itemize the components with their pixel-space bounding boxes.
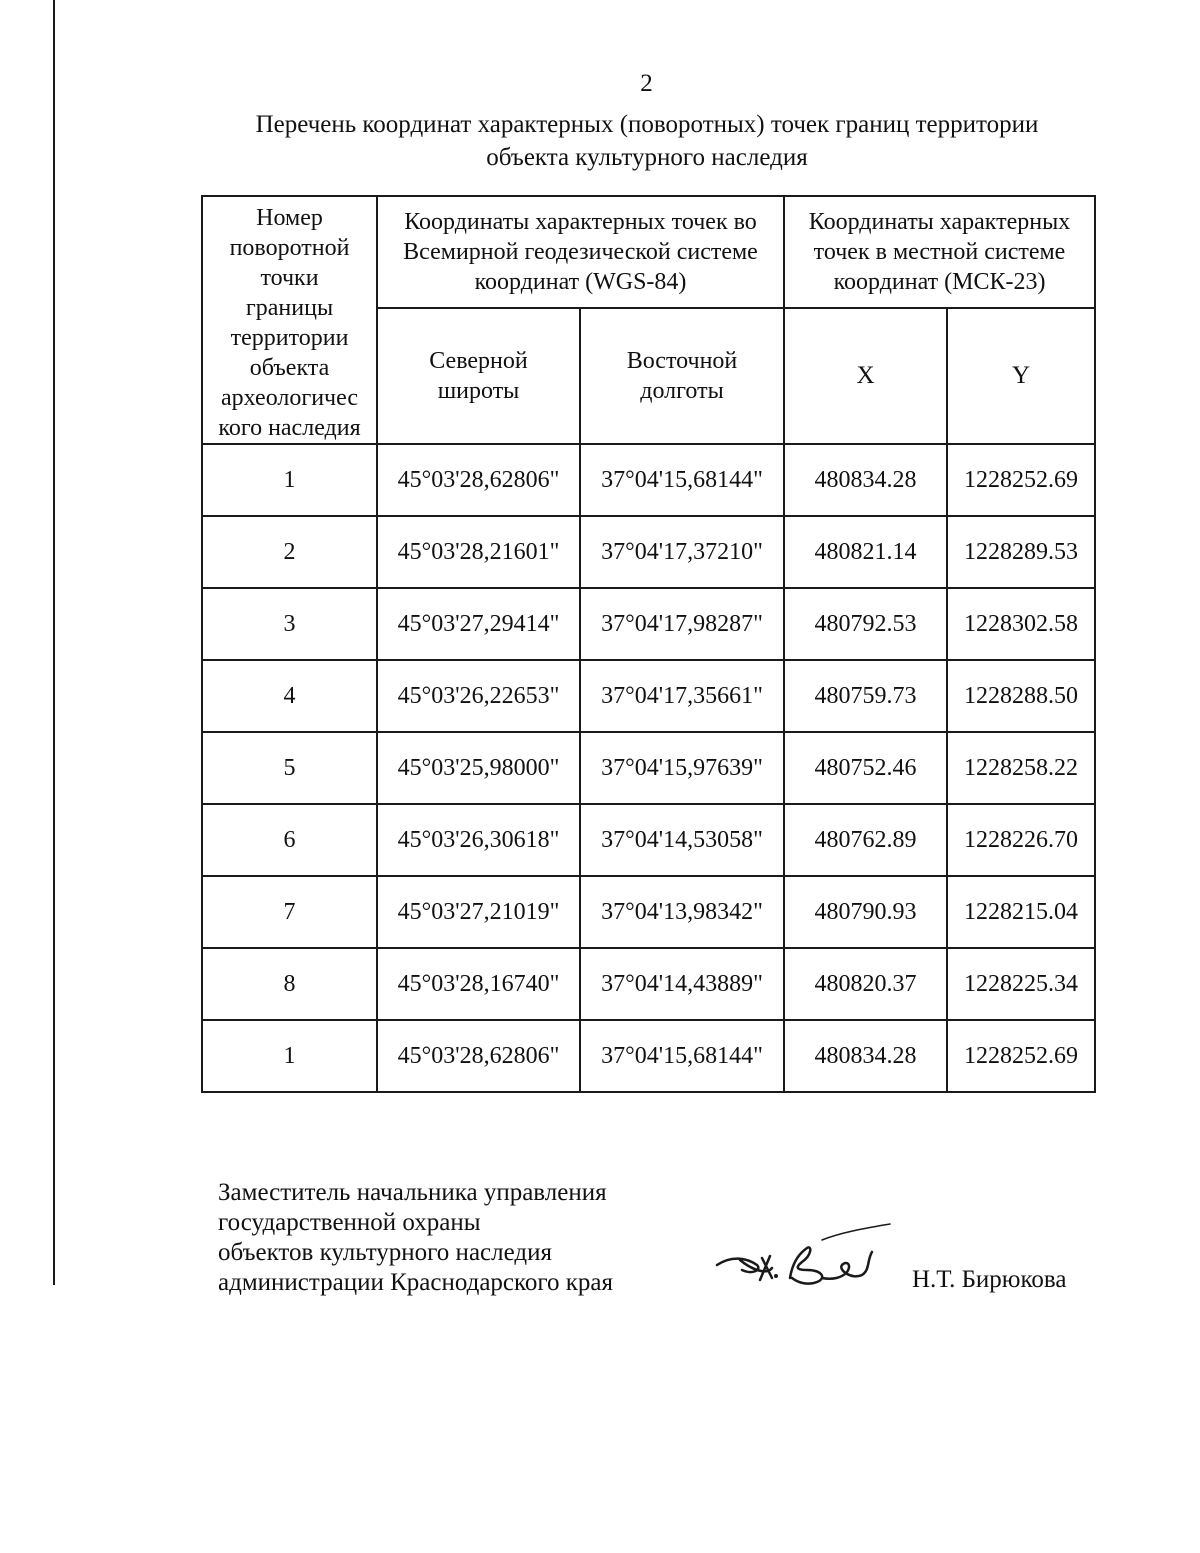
header-line: объекта <box>249 355 330 381</box>
x-cell: 480762.89 <box>784 804 947 876</box>
header-line: территории <box>230 325 349 351</box>
north-latitude-header <box>377 308 580 444</box>
position-line: объектов культурного наследия <box>218 1239 552 1266</box>
header-line: Номер <box>256 205 323 231</box>
x-cell: 480790.93 <box>784 876 947 948</box>
x-header: X <box>784 308 947 444</box>
x-cell: 480759.73 <box>784 660 947 732</box>
longitude-cell: 37°04'14,53058" <box>580 804 784 876</box>
document-title-line: объекта культурного наследия <box>486 144 808 171</box>
header-line: границы <box>245 295 334 321</box>
longitude-cell: 37°04'15,68144" <box>580 444 784 516</box>
table-header-row <box>202 196 1095 308</box>
x-cell: 480752.46 <box>784 732 947 804</box>
latitude-cell: 45°03'25,98000" <box>377 732 580 804</box>
wgs84-group-header <box>377 196 784 308</box>
table-row <box>202 516 1095 588</box>
document-title-line: Перечень координат характерных (поворотных) точек границ территории <box>255 111 1039 138</box>
handwritten-signature <box>712 1220 897 1295</box>
x-cell: 480792.53 <box>784 588 947 660</box>
longitude-cell: 37°04'15,68144" <box>580 1020 784 1092</box>
table-body <box>202 444 1095 1092</box>
header-line: археологичес <box>220 385 359 411</box>
header-line: поворотной <box>229 235 350 261</box>
coordinates-table <box>201 195 1096 1093</box>
y-cell: 1228288.50 <box>947 660 1095 732</box>
east-longitude-header <box>580 308 784 444</box>
point-number-header <box>202 196 377 444</box>
longitude-cell: 37°04'17,98287" <box>580 588 784 660</box>
point-number-cell: 5 <box>202 732 377 804</box>
header-line: координат (МСК-23) <box>833 268 1046 295</box>
point-number-cell: 4 <box>202 660 377 732</box>
header-line: широты <box>437 377 520 404</box>
point-number-cell: 7 <box>202 876 377 948</box>
position-line: государственной охраны <box>218 1209 481 1236</box>
signatory-position <box>218 1178 613 1298</box>
y-header: Y <box>947 308 1095 444</box>
header-line: точки <box>260 265 319 291</box>
header-line: долготы <box>640 377 724 404</box>
table-row <box>202 804 1095 876</box>
x-cell: 480834.28 <box>784 1020 947 1092</box>
table-row <box>202 588 1095 660</box>
y-cell: 1228226.70 <box>947 804 1095 876</box>
latitude-cell: 45°03'28,16740" <box>377 948 580 1020</box>
y-cell: 1228252.69 <box>947 444 1095 516</box>
latitude-cell: 45°03'28,62806" <box>377 444 580 516</box>
point-number-cell: 2 <box>202 516 377 588</box>
y-cell: 1228289.53 <box>947 516 1095 588</box>
point-number-cell: 3 <box>202 588 377 660</box>
longitude-cell: 37°04'17,37210" <box>580 516 784 588</box>
table-row <box>202 660 1095 732</box>
table-row <box>202 1020 1095 1092</box>
header-line: Северной <box>429 347 528 374</box>
signatory-name: Н.Т. Бирюкова <box>912 1266 1067 1293</box>
latitude-cell: 45°03'26,30618" <box>377 804 580 876</box>
longitude-cell: 37°04'13,98342" <box>580 876 784 948</box>
msk23-group-header <box>784 196 1095 308</box>
x-cell: 480834.28 <box>784 444 947 516</box>
table-row <box>202 732 1095 804</box>
y-cell: 1228302.58 <box>947 588 1095 660</box>
point-number-cell: 1 <box>202 444 377 516</box>
point-number-cell: 1 <box>202 1020 377 1092</box>
y-cell: 1228215.04 <box>947 876 1095 948</box>
point-number-cell: 6 <box>202 804 377 876</box>
y-cell: 1228252.69 <box>947 1020 1095 1092</box>
longitude-cell: 37°04'14,43889" <box>580 948 784 1020</box>
latitude-cell: 45°03'26,22653" <box>377 660 580 732</box>
header-line: Координаты характерных точек во <box>404 208 757 235</box>
y-cell: 1228258.22 <box>947 732 1095 804</box>
x-cell: 480820.37 <box>784 948 947 1020</box>
latitude-cell: 45°03'28,21601" <box>377 516 580 588</box>
table-row <box>202 876 1095 948</box>
point-number-cell: 8 <box>202 948 377 1020</box>
latitude-cell: 45°03'27,29414" <box>377 588 580 660</box>
y-cell: 1228225.34 <box>947 948 1095 1020</box>
page-number: 2 <box>640 70 653 97</box>
header-line: точек в местной системе <box>813 238 1066 265</box>
header-line: координат (WGS-84) <box>474 268 687 295</box>
latitude-cell: 45°03'27,21019" <box>377 876 580 948</box>
longitude-cell: 37°04'15,97639" <box>580 732 784 804</box>
header-line: кого наследия <box>218 415 361 441</box>
position-line: Заместитель начальника управления <box>218 1179 607 1206</box>
position-line: администрации Краснодарского края <box>218 1269 614 1296</box>
table-row <box>202 948 1095 1020</box>
document-title <box>200 108 1094 174</box>
longitude-cell: 37°04'17,35661" <box>580 660 784 732</box>
header-line: Восточной <box>626 347 738 374</box>
latitude-cell: 45°03'28,62806" <box>377 1020 580 1092</box>
header-line: Всемирной геодезической системе <box>403 238 758 265</box>
header-line: Координаты характерных <box>808 208 1071 235</box>
x-cell: 480821.14 <box>784 516 947 588</box>
left-margin-line <box>53 0 55 1285</box>
table-row <box>202 444 1095 516</box>
